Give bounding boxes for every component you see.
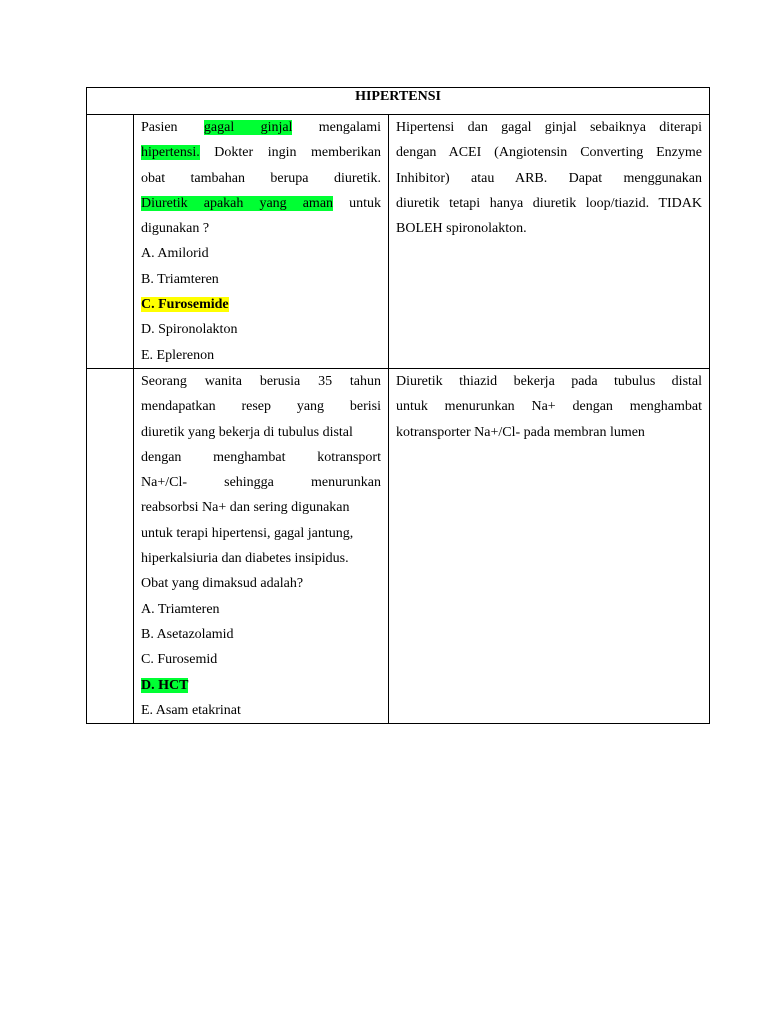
- question-line: digunakan ?: [141, 221, 210, 237]
- highlight-text: Diuretik apakah yang aman: [141, 195, 334, 211]
- row-number-cell: [87, 115, 134, 369]
- option-a: A. Triamteren: [141, 601, 220, 617]
- hipertensi-table: [86, 87, 710, 724]
- question-line: untuk terapi hipertensi, gagal jantung,: [141, 525, 354, 541]
- table-row: [87, 368, 710, 723]
- table-row: [87, 115, 710, 369]
- answer-line: diuretik tetapi hanya diuretik loop/tiazid. TIDAK: [396, 195, 703, 211]
- option-d: D. Spironolakton: [141, 322, 238, 338]
- question-line: mendapatkan resep yang berisi: [141, 399, 381, 415]
- question-line: hipertensi. Dokter ingin memberikan: [141, 145, 381, 161]
- table-header-row: [87, 88, 710, 115]
- answer-line: Hipertensi dan gagal ginjal sebaiknya diterapi: [396, 120, 703, 135]
- answer-line: Diuretik thiazid bekerja pada tubulus distal: [396, 373, 703, 389]
- answer-line: kotransporter Na+/Cl- pada membran lumen: [396, 424, 645, 440]
- answer-cell: [389, 368, 710, 723]
- option-b: B. Asetazolamid: [141, 626, 234, 642]
- answer-line: BOLEH spironolakton.: [396, 221, 527, 237]
- option-c-correct: C. Furosemide: [141, 297, 229, 313]
- question-line: Na+/Cl- sehingga menurunkan: [141, 475, 381, 491]
- question-line: diuretik yang bekerja di tubulus distal: [141, 424, 353, 440]
- option-a: A. Amilorid: [141, 246, 209, 262]
- option-d-correct: D. HCT: [141, 677, 189, 693]
- question-cell: [134, 115, 389, 369]
- question-line: hiperkalsiuria dan diabetes insipidus.: [141, 551, 349, 567]
- option-b: B. Triamteren: [141, 271, 219, 287]
- question-line: Diuretik apakah yang aman untuk: [141, 195, 382, 211]
- question-line: obat tambahan berupa diuretik.: [141, 170, 381, 186]
- question-line: Seorang wanita berusia 35 tahun: [141, 373, 381, 389]
- question-cell: [134, 368, 389, 723]
- answer-line: untuk menurunkan Na+ dengan menghambat: [396, 399, 703, 415]
- question-line: dengan menghambat kotransport: [141, 449, 381, 465]
- answer-cell: [389, 115, 710, 369]
- answer-line: Inhibitor) atau ARB. Dapat menggunakan: [396, 170, 703, 186]
- question-line: reabsorbsi Na+ dan sering digunakan: [141, 500, 350, 516]
- answer-line: dengan ACEI (Angiotensin Converting Enzyme: [396, 145, 703, 161]
- option-c: C. Furosemid: [141, 652, 218, 668]
- option-e: E. Asam etakrinat: [141, 702, 241, 718]
- highlight-text: hipertensi.: [141, 145, 200, 161]
- highlight-text: gagal ginjal: [203, 120, 293, 135]
- table-title: HIPERTENSI: [87, 88, 710, 115]
- option-e: E. Eplerenon: [141, 347, 215, 363]
- question-line: Obat yang dimaksud adalah?: [141, 576, 304, 592]
- question-line: Pasien gagal ginjal mengalami: [141, 120, 381, 135]
- row-number-cell: [87, 368, 134, 723]
